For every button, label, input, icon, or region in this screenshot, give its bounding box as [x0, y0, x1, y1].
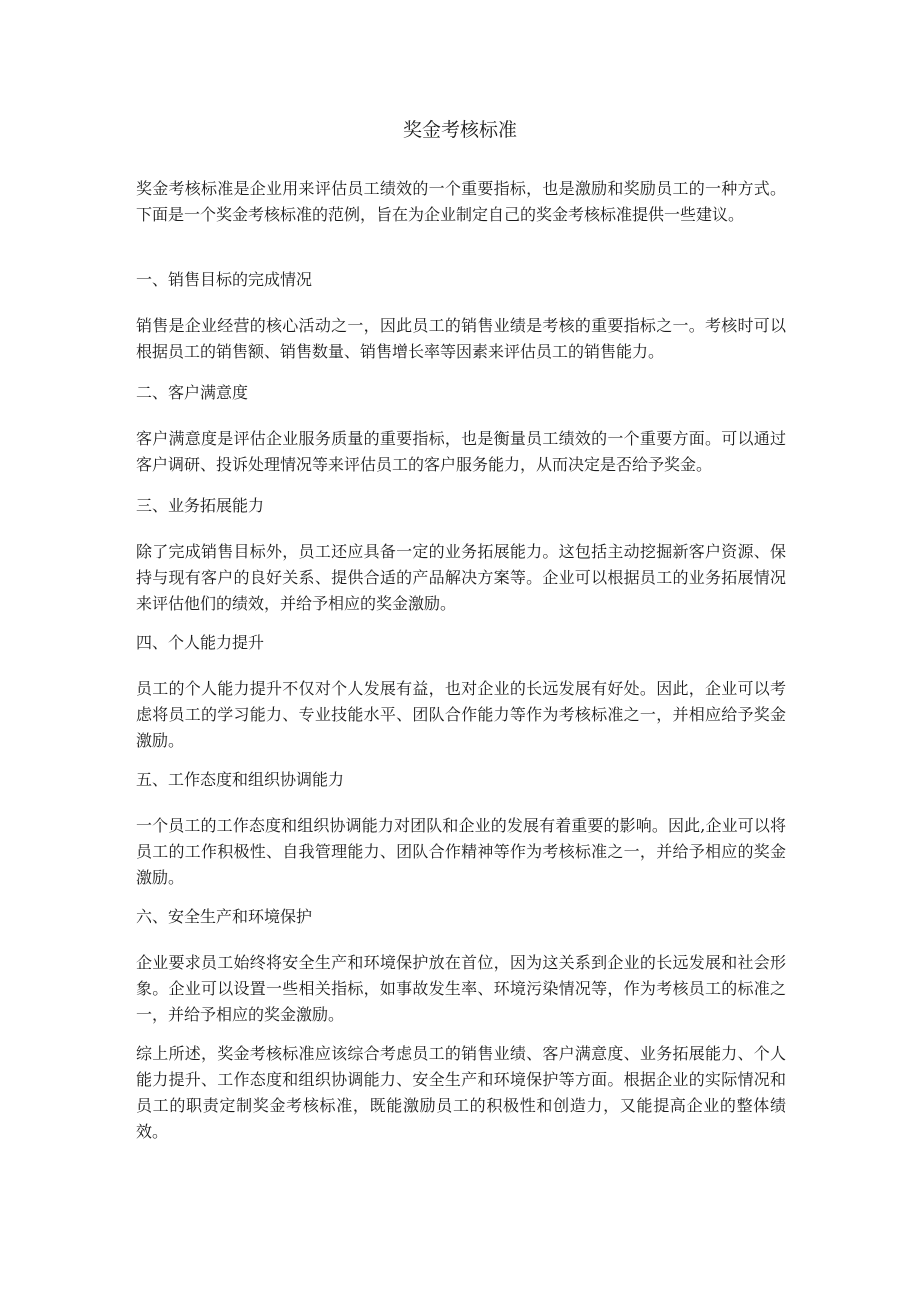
conclusion-paragraph: 综上所述，奖金考核标准应该综合考虑员工的销售业绩、客户满意度、业务拓展能力、个人能力提升、工作态度和组织协调能力、安全生产和环境保护等方面。根据企业的实际情况和员工的职责定制奖金考核标准，既能激励员工的积极性和创造力，又能提高企业的整体绩效。: [136, 1044, 786, 1141]
section-3-heading: 三、业务拓展能力: [136, 496, 265, 515]
section-2-body: 客户满意度是评估企业服务质量的重要指标，也是衡量员工绩效的一个重要方面。可以通过客户调研、投诉处理情况等来评估员工的客户服务能力，从而决定是否给予奖金。: [136, 429, 786, 474]
intro-paragraph: 奖金考核标准是企业用来评估员工绩效的一个重要指标，也是激励和奖励员工的一种方式。下面是一个奖金考核标准的范例，旨在为企业制定自己的奖金考核标准提供一些建议。: [136, 179, 786, 224]
section-2-heading: 二、客户满意度: [136, 383, 249, 402]
document-title: 奖金考核标准: [402, 119, 517, 141]
section-6-heading: 六、安全生产和环境保护: [136, 907, 313, 926]
section-3-body: 除了完成销售目标外，员工还应具备一定的业务拓展能力。这包括主动挖掘新客户资源、保持与现有客户的良好关系、提供合适的产品解决方案等。企业可以根据员工的业务拓展情况来评估他们的绩效，并给予相应的奖金激励。: [136, 542, 786, 613]
section-1-heading: 一、销售目标的完成情况: [136, 270, 313, 289]
section-5-body: 一个员工的工作态度和组织协调能力对团队和企业的发展有着重要的影响。因此,企业可以将员工的工作积极性、自我管理能力、团队合作精神等作为考核标准之一，并给予相应的奖金激励。: [136, 816, 786, 887]
section-4-heading: 四、个人能力提升: [136, 633, 265, 652]
section-1-body: 销售是企业经营的核心活动之一，因此员工的销售业绩是考核的重要指标之一。考核时可以根据员工的销售额、销售数量、销售增长率等因素来评估员工的销售能力。: [136, 316, 786, 361]
section-6-body: 企业要求员工始终将安全生产和环境保护放在首位，因为这关系到企业的长远发展和社会形象。企业可以设置一些相关指标，如事故发生率、环境污染情况等，作为考核员工的标准之一，并给予相应的奖金激励。: [136, 953, 786, 1024]
section-4-body: 员工的个人能力提升不仅对个人发展有益，也对企业的长远发展有好处。因此，企业可以考虑将员工的学习能力、专业技能水平、团队合作能力等作为考核标准之一，并相应给予奖金激励。: [136, 679, 786, 750]
section-5-heading: 五、工作态度和组织协调能力: [136, 770, 345, 789]
